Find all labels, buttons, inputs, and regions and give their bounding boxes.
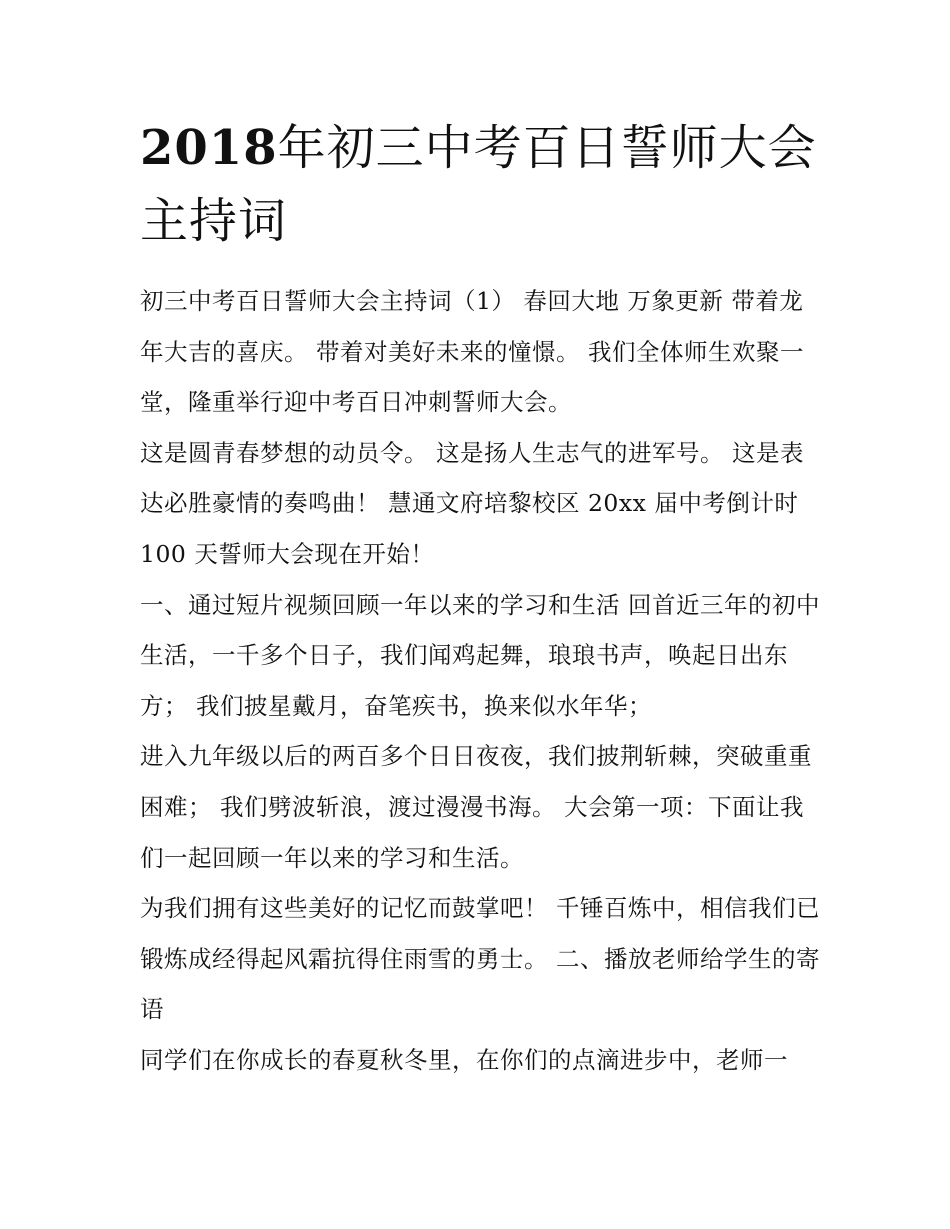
document-title (140, 112, 820, 258)
paragraph-2: 这是圆青春梦想的动员令。 这是扬人生志气的进军号。 这是表达必胜豪情的奏鸣曲！ 慧通文府培黎校区 20xx 届中考倒计时 100 天誓师大会现在开始！ (140, 438, 804, 568)
paragraph-3: 一、通过短片视频回顾一年以来的学习和生活 回首近三年的初中生活，一千多个日子，我们闻鸡起舞，琅琅书声，唤起日出东方； 我们披星戴月，奋笔疾书，换来似水年华； (140, 590, 820, 720)
paragraph-1: 初三中考百日誓师大会主持词（1） 春回大地 万象更新 带着龙年大吉的喜庆。 带着对美好未来的憧憬。 我们全体师生欢聚一堂，隆重举行迎中考百日冲刺誓师大会。 (140, 287, 804, 417)
title-year: 2018 (140, 120, 278, 176)
paragraph-6: 同学们在你成长的春夏秋冬里，在你们的点滴进步中，老师一 (140, 1045, 788, 1074)
document-body (140, 276, 820, 1086)
title-text: 年初三中考百日誓师大会主持词 (140, 120, 817, 249)
paragraph-4: 进入九年级以后的两百多个日日夜夜，我们披荆斩棘，突破重重困难； 我们劈波斩浪，渡过漫漫书海。 大会第一项：下面让我们一起回顾一年以来的学习和生活。 (140, 742, 812, 872)
paragraph-5: 为我们拥有这些美好的记忆而鼓掌吧！ 千锤百炼中，相信我们已锻炼成经得起风霜抗得住雨雪的勇士。 二、播放老师给学生的寄语 (140, 894, 820, 1024)
